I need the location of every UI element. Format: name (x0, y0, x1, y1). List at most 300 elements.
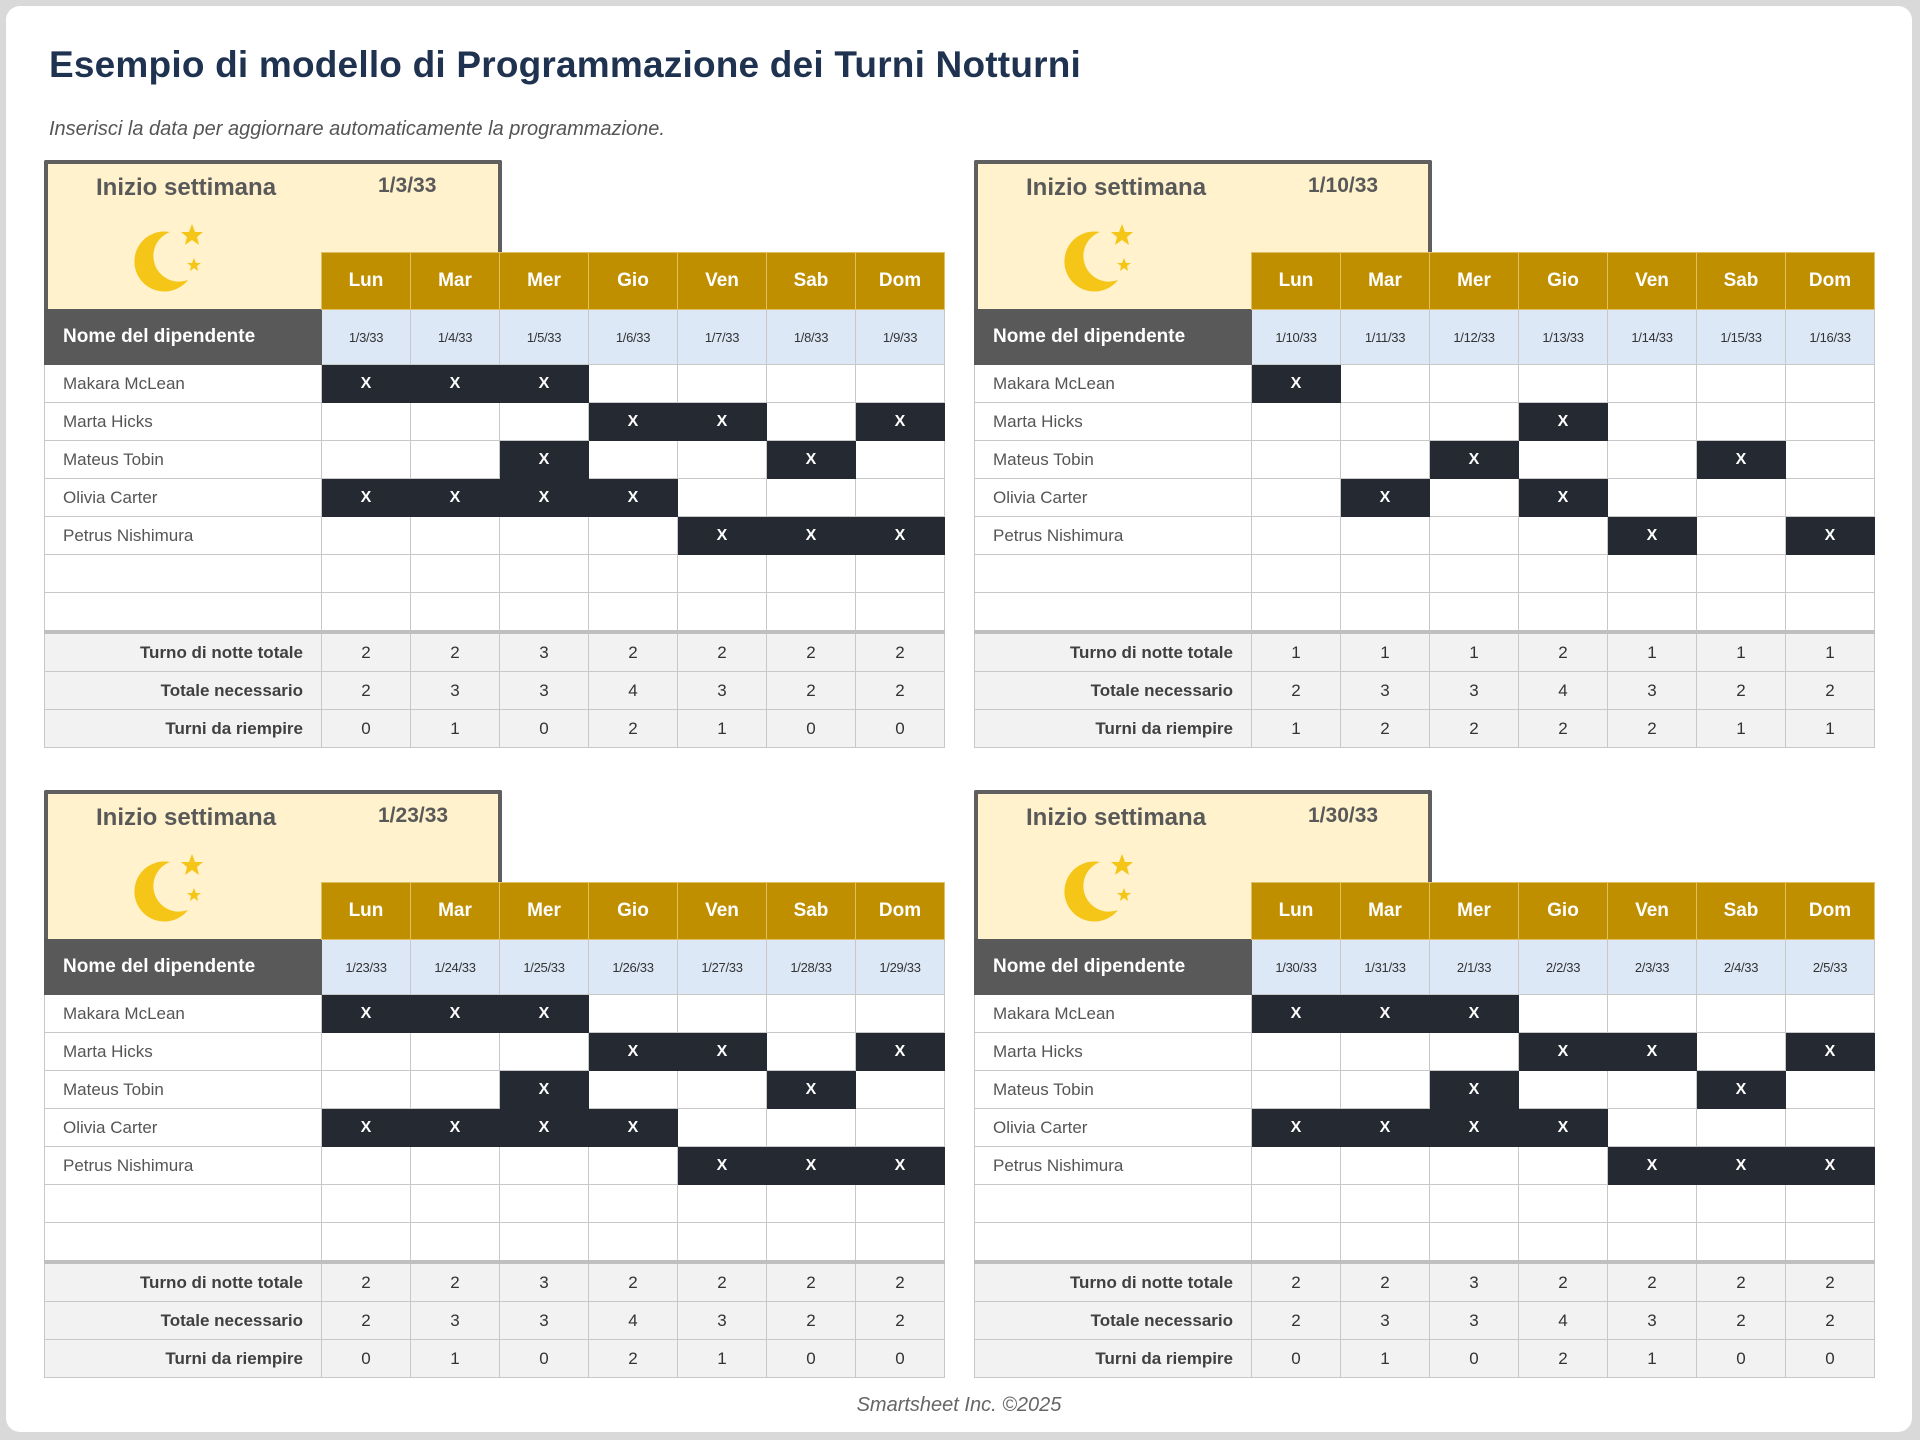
shift-cell[interactable] (411, 1071, 500, 1109)
shift-cell[interactable] (500, 555, 589, 593)
shift-cell[interactable] (678, 555, 767, 593)
shift-cell[interactable] (1341, 1185, 1430, 1223)
day-header: Ven (678, 883, 767, 940)
day-header: Lun (1252, 253, 1341, 310)
spacer-cell (45, 253, 322, 310)
shift-cell[interactable] (1252, 593, 1341, 633)
shift-cell[interactable] (1608, 403, 1697, 441)
shift-cell[interactable] (1786, 1185, 1875, 1223)
employee-row (975, 479, 1875, 517)
shift-cell[interactable]: X (678, 1033, 767, 1071)
shift-cell[interactable]: X (1252, 995, 1341, 1033)
employee-name[interactable] (975, 1185, 1252, 1223)
day-header: Mar (411, 253, 500, 310)
shift-cell[interactable]: X (500, 1109, 589, 1147)
shift-cell[interactable] (1430, 403, 1519, 441)
shift-cell[interactable] (767, 365, 856, 403)
shift-cell[interactable]: X (322, 365, 411, 403)
summary-value: 1 (678, 710, 767, 748)
shift-cell[interactable] (411, 1033, 500, 1071)
shift-cell[interactable]: X (1252, 1109, 1341, 1147)
employee-row (45, 517, 945, 555)
shift-cell[interactable]: X (1786, 1033, 1875, 1071)
day-header-row (45, 253, 945, 310)
summary-value: 0 (1252, 1340, 1341, 1378)
shift-cell[interactable] (678, 995, 767, 1033)
shift-cell[interactable] (1519, 365, 1608, 403)
shift-cell[interactable] (500, 1223, 589, 1263)
shift-cell[interactable] (589, 1223, 678, 1263)
day-header-row (975, 883, 1875, 940)
shift-cell[interactable]: X (678, 403, 767, 441)
shift-cell[interactable] (678, 593, 767, 633)
shift-cell[interactable] (1252, 1185, 1341, 1223)
shift-cell[interactable] (1519, 1223, 1608, 1263)
shift-cell[interactable]: X (856, 517, 945, 555)
employee-name[interactable] (45, 593, 322, 633)
shift-cell[interactable]: X (1430, 441, 1519, 479)
shift-cell[interactable]: X (1341, 1109, 1430, 1147)
summary-value: 2 (678, 632, 767, 672)
date-cell: 1/4/33 (411, 310, 500, 365)
shift-cell[interactable]: X (500, 365, 589, 403)
shift-cell[interactable] (1430, 479, 1519, 517)
schedule-table (44, 252, 945, 748)
shift-cell[interactable] (1252, 479, 1341, 517)
employee-name[interactable]: Petrus Nishimura (45, 517, 322, 555)
shift-cell[interactable]: X (500, 479, 589, 517)
shift-cell[interactable] (1341, 1147, 1430, 1185)
summary-value: 3 (1430, 1302, 1519, 1340)
shift-cell[interactable] (322, 1071, 411, 1109)
shift-cell[interactable] (1786, 1223, 1875, 1263)
shift-cell[interactable]: X (411, 1109, 500, 1147)
shift-cell[interactable]: X (1697, 441, 1786, 479)
shift-cell[interactable] (1608, 555, 1697, 593)
shift-cell[interactable] (1697, 403, 1786, 441)
shift-cell[interactable] (411, 517, 500, 555)
shift-cell[interactable] (1697, 479, 1786, 517)
shift-cell[interactable] (322, 1185, 411, 1223)
shift-cell[interactable] (1608, 441, 1697, 479)
week-start-date-input[interactable]: 1/30/33 (1308, 804, 1379, 827)
shift-cell[interactable] (1608, 1109, 1697, 1147)
shift-cell[interactable] (1608, 1185, 1697, 1223)
shift-cell[interactable] (1786, 365, 1875, 403)
shift-cell[interactable] (1430, 1033, 1519, 1071)
summary-value: 1 (1341, 632, 1430, 672)
shift-cell[interactable] (500, 1185, 589, 1223)
shift-cell[interactable] (322, 1033, 411, 1071)
shift-cell[interactable]: X (767, 517, 856, 555)
shift-cell[interactable] (1341, 403, 1430, 441)
shift-cell[interactable]: X (411, 995, 500, 1033)
shift-cell[interactable] (1697, 555, 1786, 593)
shift-cell[interactable] (500, 403, 589, 441)
shift-cell[interactable]: X (589, 1109, 678, 1147)
spacer-cell (975, 253, 1252, 310)
page-subtitle: Inserisci la data per aggiornare automaticamente la programmazione. (49, 118, 665, 140)
shift-cell[interactable] (1341, 593, 1430, 633)
shift-cell[interactable] (856, 479, 945, 517)
shift-cell[interactable]: X (589, 479, 678, 517)
summary-value: 1 (1786, 710, 1875, 748)
shift-cell[interactable] (1697, 365, 1786, 403)
day-header: Ven (678, 253, 767, 310)
employee-name[interactable]: Olivia Carter (45, 479, 322, 517)
employee-name[interactable]: Marta Hicks (975, 1033, 1252, 1071)
shift-cell[interactable] (1697, 517, 1786, 555)
shift-cell[interactable] (767, 479, 856, 517)
employee-name[interactable] (45, 1223, 322, 1263)
week-block (974, 160, 1879, 755)
shift-cell[interactable] (589, 593, 678, 633)
shift-cell[interactable] (1252, 403, 1341, 441)
shift-cell[interactable]: X (1519, 403, 1608, 441)
shift-cell[interactable]: X (767, 1147, 856, 1185)
shift-cell[interactable] (1341, 555, 1430, 593)
week-start-date-input[interactable]: 1/3/33 (378, 174, 437, 197)
summary-value: 2 (678, 1262, 767, 1302)
summary-value: 2 (589, 1262, 678, 1302)
employee-name[interactable] (975, 593, 1252, 633)
shift-cell[interactable] (322, 593, 411, 633)
summary-value: 2 (1252, 672, 1341, 710)
shift-cell[interactable]: X (767, 441, 856, 479)
shift-cell[interactable] (589, 1071, 678, 1109)
shift-cell[interactable] (856, 995, 945, 1033)
shift-cell[interactable] (500, 1147, 589, 1185)
employee-name[interactable]: Mateus Tobin (45, 441, 322, 479)
summary-row (45, 672, 945, 710)
shift-cell[interactable] (767, 1109, 856, 1147)
shift-cell[interactable] (1519, 517, 1608, 555)
shift-cell[interactable] (1519, 995, 1608, 1033)
summary-label: Totale necessario (975, 672, 1252, 710)
shift-cell[interactable] (1786, 593, 1875, 633)
shift-cell[interactable] (411, 1147, 500, 1185)
shift-cell[interactable] (1608, 995, 1697, 1033)
employee-row (975, 365, 1875, 403)
shift-cell[interactable]: X (856, 1147, 945, 1185)
employee-row (975, 1071, 1875, 1109)
date-cell: 2/2/33 (1519, 940, 1608, 995)
shift-cell[interactable] (856, 1185, 945, 1223)
shift-cell[interactable] (1430, 593, 1519, 633)
shift-cell[interactable] (322, 1223, 411, 1263)
shift-cell[interactable] (322, 1147, 411, 1185)
shift-cell[interactable] (411, 1223, 500, 1263)
shift-cell[interactable]: X (856, 1033, 945, 1071)
shift-cell[interactable]: X (1519, 1033, 1608, 1071)
week-start-date-input[interactable]: 1/23/33 (378, 804, 449, 827)
shift-cell[interactable] (589, 995, 678, 1033)
shift-cell[interactable]: X (856, 403, 945, 441)
summary-value: 0 (767, 1340, 856, 1378)
schedule-table (44, 882, 945, 1378)
shift-cell[interactable]: X (322, 479, 411, 517)
employee-name[interactable]: Olivia Carter (975, 479, 1252, 517)
shift-cell[interactable] (856, 365, 945, 403)
shift-cell[interactable]: X (322, 995, 411, 1033)
week-start-date-input[interactable]: 1/10/33 (1308, 174, 1379, 197)
shift-cell[interactable]: X (1430, 1071, 1519, 1109)
shift-cell[interactable] (1252, 1071, 1341, 1109)
shift-cell[interactable] (1519, 1071, 1608, 1109)
shift-cell[interactable] (1608, 1223, 1697, 1263)
summary-value: 2 (322, 632, 411, 672)
shift-cell[interactable]: X (1786, 1147, 1875, 1185)
date-cell: 1/29/33 (856, 940, 945, 995)
summary-row (975, 710, 1875, 748)
week-start-label: Inizio settimana (1026, 174, 1207, 201)
summary-value: 2 (411, 1262, 500, 1302)
shift-cell[interactable] (589, 1147, 678, 1185)
summary-row (45, 710, 945, 748)
shift-cell[interactable] (767, 403, 856, 441)
shift-cell[interactable] (322, 403, 411, 441)
shift-cell[interactable] (1252, 1147, 1341, 1185)
employee-name[interactable]: Makara McLean (975, 995, 1252, 1033)
shift-cell[interactable] (1786, 995, 1875, 1033)
shift-cell[interactable] (1786, 479, 1875, 517)
employee-name[interactable]: Petrus Nishimura (975, 517, 1252, 555)
shift-cell[interactable] (1519, 555, 1608, 593)
shift-cell[interactable] (1252, 1223, 1341, 1263)
employee-name[interactable]: Makara McLean (45, 995, 322, 1033)
shift-cell[interactable]: X (1519, 479, 1608, 517)
summary-value: 1 (1697, 710, 1786, 748)
shift-cell[interactable]: X (411, 365, 500, 403)
shift-cell[interactable]: X (1697, 1071, 1786, 1109)
shift-cell[interactable] (856, 593, 945, 633)
shift-cell[interactable] (856, 555, 945, 593)
shift-cell[interactable] (1252, 1033, 1341, 1071)
summary-row (45, 1340, 945, 1378)
shift-cell[interactable] (1608, 365, 1697, 403)
employee-row (45, 995, 945, 1033)
page (6, 6, 1912, 1432)
shift-cell[interactable] (322, 517, 411, 555)
shift-cell[interactable] (1697, 1185, 1786, 1223)
employee-row (45, 555, 945, 593)
shift-cell[interactable]: X (500, 1071, 589, 1109)
shift-cell[interactable]: X (678, 517, 767, 555)
employee-name[interactable]: Mateus Tobin (45, 1071, 322, 1109)
day-header: Ven (1608, 883, 1697, 940)
summary-value: 4 (589, 1302, 678, 1340)
shift-cell[interactable] (1519, 1147, 1608, 1185)
shift-cell[interactable] (1697, 995, 1786, 1033)
shift-cell[interactable] (678, 365, 767, 403)
date-cell: 1/3/33 (322, 310, 411, 365)
date-cell: 1/16/33 (1786, 310, 1875, 365)
shift-cell[interactable] (1430, 1223, 1519, 1263)
employee-row (975, 517, 1875, 555)
shift-cell[interactable] (1697, 593, 1786, 633)
employee-name[interactable]: Mateus Tobin (975, 1071, 1252, 1109)
shift-cell[interactable] (767, 1185, 856, 1223)
shift-cell[interactable] (678, 479, 767, 517)
shift-cell[interactable] (1786, 1071, 1875, 1109)
employee-name[interactable]: Marta Hicks (45, 403, 322, 441)
shift-cell[interactable]: X (500, 995, 589, 1033)
shift-cell[interactable]: X (1697, 1147, 1786, 1185)
day-header: Sab (767, 253, 856, 310)
summary-value: 3 (500, 1262, 589, 1302)
week-start-label: Inizio settimana (96, 804, 277, 831)
employee-name[interactable] (45, 1185, 322, 1223)
employee-name[interactable]: Marta Hicks (975, 403, 1252, 441)
shift-cell[interactable] (1252, 517, 1341, 555)
shift-cell[interactable] (1430, 365, 1519, 403)
date-cell: 1/9/33 (856, 310, 945, 365)
shift-cell[interactable] (589, 517, 678, 555)
summary-value: 4 (589, 672, 678, 710)
summary-value: 2 (1519, 632, 1608, 672)
shift-cell[interactable]: X (1608, 1147, 1697, 1185)
shift-cell[interactable] (589, 1185, 678, 1223)
shift-cell[interactable] (767, 1223, 856, 1263)
shift-cell[interactable] (678, 1185, 767, 1223)
shift-cell[interactable] (1786, 1109, 1875, 1147)
shift-cell[interactable] (767, 593, 856, 633)
shift-cell[interactable] (678, 1109, 767, 1147)
date-row (45, 310, 945, 365)
shift-cell[interactable]: X (322, 1109, 411, 1147)
shift-cell[interactable] (411, 1185, 500, 1223)
summary-value: 0 (856, 710, 945, 748)
shift-cell[interactable]: X (589, 1033, 678, 1071)
summary-label: Turni da riempire (45, 1340, 322, 1378)
shift-cell[interactable] (1252, 441, 1341, 479)
shift-cell[interactable] (589, 365, 678, 403)
employee-name[interactable] (975, 555, 1252, 593)
employee-name[interactable]: Petrus Nishimura (975, 1147, 1252, 1185)
summary-row (975, 672, 1875, 710)
shift-cell[interactable] (500, 517, 589, 555)
shift-cell[interactable] (322, 441, 411, 479)
employee-name[interactable]: Olivia Carter (45, 1109, 322, 1147)
shift-cell[interactable] (1786, 403, 1875, 441)
summary-label: Turni da riempire (975, 710, 1252, 748)
summary-value: 1 (411, 710, 500, 748)
summary-value: 0 (500, 710, 589, 748)
week-block (974, 790, 1879, 1385)
employee-name[interactable]: Mateus Tobin (975, 441, 1252, 479)
shift-cell[interactable] (767, 1033, 856, 1071)
shift-cell[interactable] (589, 555, 678, 593)
shift-cell[interactable] (411, 593, 500, 633)
shift-cell[interactable] (1341, 1033, 1430, 1071)
date-cell: 1/28/33 (767, 940, 856, 995)
employee-name[interactable] (975, 1223, 1252, 1263)
employee-name[interactable]: Petrus Nishimura (45, 1147, 322, 1185)
shift-cell[interactable] (1519, 593, 1608, 633)
employee-name[interactable]: Marta Hicks (45, 1033, 322, 1071)
shift-cell[interactable] (678, 1071, 767, 1109)
date-cell: 1/25/33 (500, 940, 589, 995)
shift-cell[interactable] (1430, 517, 1519, 555)
summary-value: 1 (1608, 632, 1697, 672)
employee-row (975, 593, 1875, 633)
shift-cell[interactable]: X (1430, 995, 1519, 1033)
employee-name[interactable]: Makara McLean (975, 365, 1252, 403)
shift-cell[interactable] (1430, 555, 1519, 593)
summary-value: 2 (856, 1262, 945, 1302)
shift-cell[interactable] (1341, 441, 1430, 479)
summary-value: 2 (856, 632, 945, 672)
shift-cell[interactable] (678, 1223, 767, 1263)
shift-cell[interactable]: X (1608, 517, 1697, 555)
shift-cell[interactable] (1341, 1071, 1430, 1109)
shift-cell[interactable] (856, 1223, 945, 1263)
shift-cell[interactable]: X (1519, 1109, 1608, 1147)
shift-cell[interactable] (500, 593, 589, 633)
shift-cell[interactable] (411, 403, 500, 441)
shift-cell[interactable] (1430, 1147, 1519, 1185)
shift-cell[interactable]: X (767, 1071, 856, 1109)
shift-cell[interactable] (589, 441, 678, 479)
shift-cell[interactable] (411, 441, 500, 479)
shift-cell[interactable]: X (678, 1147, 767, 1185)
shift-cell[interactable] (678, 441, 767, 479)
shift-cell[interactable] (1519, 441, 1608, 479)
shift-cell[interactable]: X (1341, 995, 1430, 1033)
shift-cell[interactable] (1608, 593, 1697, 633)
shift-cell[interactable] (856, 1109, 945, 1147)
employee-name[interactable] (45, 555, 322, 593)
shift-cell[interactable]: X (1786, 517, 1875, 555)
shift-cell[interactable] (1697, 1109, 1786, 1147)
summary-value: 2 (322, 672, 411, 710)
shift-cell[interactable] (1252, 555, 1341, 593)
shift-cell[interactable] (1786, 555, 1875, 593)
shift-cell[interactable] (767, 555, 856, 593)
shift-cell[interactable] (1697, 1223, 1786, 1263)
shift-cell[interactable] (1341, 517, 1430, 555)
shift-cell[interactable] (767, 995, 856, 1033)
shift-cell[interactable] (856, 1071, 945, 1109)
summary-value: 0 (856, 1340, 945, 1378)
employee-name[interactable]: Olivia Carter (975, 1109, 1252, 1147)
summary-label: Totale necessario (45, 672, 322, 710)
shift-cell[interactable]: X (1252, 365, 1341, 403)
shift-cell[interactable]: X (1430, 1109, 1519, 1147)
shift-cell[interactable]: X (1608, 1033, 1697, 1071)
shift-cell[interactable] (1786, 441, 1875, 479)
shift-cell[interactable] (1519, 1185, 1608, 1223)
shift-cell[interactable]: X (589, 403, 678, 441)
shift-cell[interactable] (1430, 1185, 1519, 1223)
shift-cell[interactable]: X (500, 441, 589, 479)
shift-cell[interactable] (856, 441, 945, 479)
shift-cell[interactable] (1608, 479, 1697, 517)
employee-name[interactable]: Makara McLean (45, 365, 322, 403)
shift-cell[interactable] (1697, 1033, 1786, 1071)
day-header-row (975, 253, 1875, 310)
shift-cell[interactable] (1341, 1223, 1430, 1263)
shift-cell[interactable] (411, 555, 500, 593)
date-cell: 1/26/33 (589, 940, 678, 995)
shift-cell[interactable] (500, 1033, 589, 1071)
shift-cell[interactable] (1341, 365, 1430, 403)
shift-cell[interactable] (1608, 1071, 1697, 1109)
shift-cell[interactable]: X (411, 479, 500, 517)
shift-cell[interactable]: X (1341, 479, 1430, 517)
summary-value: 3 (1341, 672, 1430, 710)
shift-cell[interactable] (322, 555, 411, 593)
